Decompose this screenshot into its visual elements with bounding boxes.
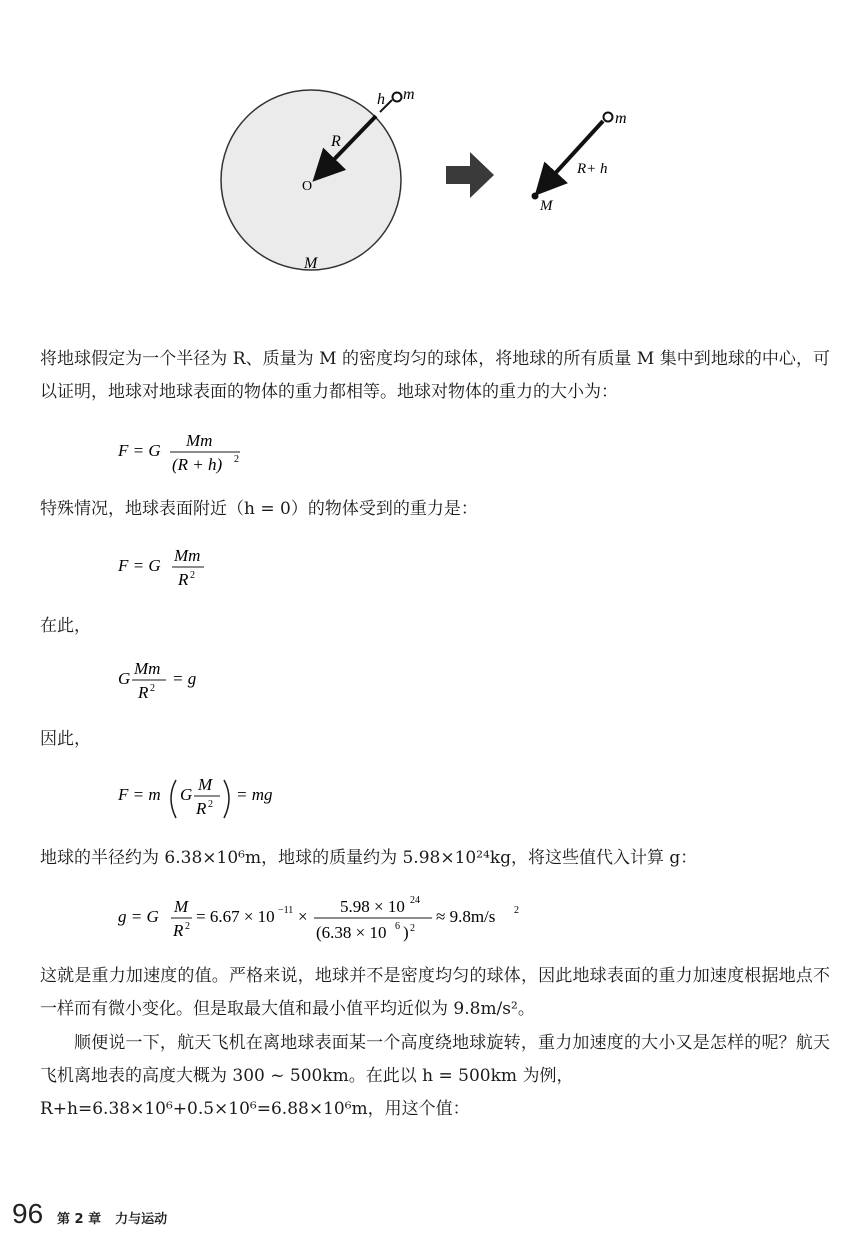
page-number: 96 bbox=[12, 1198, 44, 1229]
chapter-info bbox=[57, 1208, 181, 1227]
eq3-rhs: = g bbox=[172, 669, 197, 688]
eq4-denominator: R bbox=[196, 799, 207, 818]
eq4-lhs: F = m bbox=[118, 785, 161, 804]
eq4-G: G bbox=[180, 785, 193, 804]
eq4-den-exponent: 2 bbox=[208, 799, 213, 810]
eq1-denominator: (R + h) bbox=[172, 455, 223, 474]
label-M-left: M bbox=[304, 255, 318, 272]
mass-M-dot bbox=[532, 193, 539, 200]
right-arrow-icon bbox=[446, 152, 494, 198]
mass-m-left bbox=[393, 93, 402, 102]
mass-m-right bbox=[604, 113, 613, 122]
eq5-times: × bbox=[298, 907, 308, 926]
paragraph-gravity-value: 这就是重力加速度的值。严格来说，地球并不是密度均匀的球体，因此地球表面的重力加速度根据地点不一样而有微小变化。但是取最大值和最小值平均近似为 9.8m/s²。 bbox=[40, 966, 830, 1019]
eq5-lhs: g = G bbox=[118, 907, 159, 926]
equation-5 bbox=[118, 893, 578, 954]
eq5-den2-exp: 6 bbox=[395, 921, 400, 932]
paragraph-shuttle: 顺便说一下，航天飞机在离地球表面某一个高度绕地球旋转，重力加速度的大小又是怎样的呢？航天飞机离地表的高度大概为 300 ~ 500km。在此以 h = 500km 为例， bbox=[40, 1033, 830, 1086]
equation-3 bbox=[118, 657, 258, 710]
label-m-left: m bbox=[403, 86, 415, 103]
paragraph-intro: 将地球假定为一个半径为 R、质量为 M 的密度均匀的球体，将地球的所有质量 M 集中到地球的中心，可以证明，地球对地球表面的物体的重力都相等。地球对物体的重力的大小为： bbox=[40, 349, 830, 402]
label-m-right: m bbox=[615, 110, 627, 127]
equation-2 bbox=[118, 545, 258, 598]
paragraph-special-case: 特殊情况，地球表面附近（h = 0）的物体受到的重力是： bbox=[40, 499, 478, 519]
eq2-den-exponent: 2 bbox=[190, 570, 195, 581]
eq5-mid: = 6.67 × 10 bbox=[196, 907, 275, 926]
earth-gravity-diagram bbox=[0, 0, 850, 300]
paragraph-therefore: 因此， bbox=[40, 729, 91, 749]
label-O: O bbox=[302, 179, 313, 194]
label-M-right: M bbox=[540, 198, 553, 214]
eq3-den-exponent: 2 bbox=[150, 683, 155, 694]
eq3-numerator: Mm bbox=[134, 659, 161, 678]
eq2-numerator: Mm bbox=[174, 546, 201, 565]
page-footer bbox=[12, 1200, 412, 1230]
eq4-numerator: M bbox=[198, 775, 213, 794]
eq1-numerator: Mm bbox=[186, 431, 213, 450]
eq5-num1: M bbox=[174, 897, 189, 916]
eq5-den2-close: ) bbox=[403, 923, 409, 942]
eq5-rhs: ≈ 9.8m/s bbox=[436, 907, 496, 926]
chapter-number: 第 2 章 bbox=[57, 1212, 102, 1227]
paragraph-here: 在此， bbox=[40, 616, 91, 636]
eq5-num2-exp: 24 bbox=[410, 895, 420, 906]
equation-1 bbox=[118, 428, 318, 481]
label-h: h bbox=[377, 91, 385, 108]
eq5-mid-exp: −11 bbox=[278, 905, 294, 916]
eq2-denominator: R bbox=[178, 570, 189, 589]
eq3-denominator: R bbox=[138, 683, 149, 702]
eq5-rhs-exp: 2 bbox=[514, 905, 519, 916]
eq5-den1: R bbox=[173, 921, 184, 940]
eq1-den-exponent: 2 bbox=[234, 454, 239, 465]
label-R-plus-h: R+ h bbox=[577, 161, 608, 177]
eq1-lhs: F = G bbox=[118, 441, 161, 460]
eq3-prefix: G bbox=[118, 669, 131, 688]
label-R: R bbox=[331, 133, 341, 150]
chapter-title: 力与运动 bbox=[115, 1212, 168, 1227]
eq5-den2-sq: 2 bbox=[410, 923, 415, 934]
equation-4 bbox=[118, 770, 318, 831]
distance-arrow bbox=[540, 121, 603, 190]
eq5-den1-exp: 2 bbox=[185, 921, 190, 932]
eq5-num2: 5.98 × 10 bbox=[340, 897, 405, 916]
paragraph-values: 地球的半径约为 6.38×10⁶m，地球的质量约为 5.98×10²⁴kg，将这些值代入计算 g： bbox=[40, 848, 698, 868]
paragraph-computation: R+h=6.38×10⁶+0.5×10⁶=6.88×10⁶m，用这个值： bbox=[40, 1099, 470, 1119]
eq4-rhs: = mg bbox=[236, 785, 273, 804]
eq5-den2: (6.38 × 10 bbox=[316, 923, 387, 942]
eq2-lhs: F = G bbox=[118, 556, 161, 575]
